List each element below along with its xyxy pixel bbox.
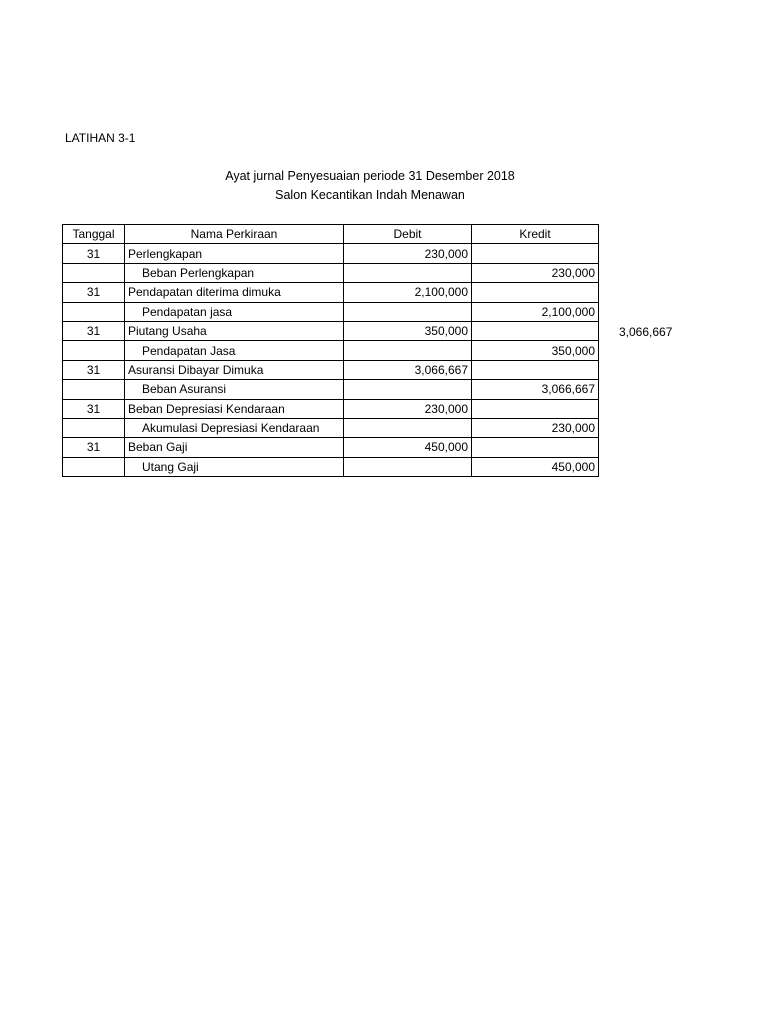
cell-credit: 350,000 — [472, 341, 599, 360]
cell-credit — [472, 283, 599, 302]
cell-credit — [472, 244, 599, 263]
cell-credit: 450,000 — [472, 457, 599, 476]
cell-date: 31 — [63, 360, 125, 379]
table-row — [63, 380, 599, 399]
cell-date: 31 — [63, 399, 125, 418]
cell-date: 31 — [63, 283, 125, 302]
cell-debit: 2,100,000 — [344, 283, 472, 302]
table-row — [63, 244, 599, 263]
table-row — [63, 360, 599, 379]
cell-account: Beban Perlengkapan — [125, 263, 344, 282]
cell-date — [63, 418, 125, 437]
table-row — [63, 321, 599, 340]
cell-account: Perlengkapan — [125, 244, 344, 263]
cell-credit: 2,100,000 — [472, 302, 599, 321]
table-row — [63, 399, 599, 418]
header-credit: Kredit — [472, 225, 599, 244]
sheet-label: LATIHAN 3-1 — [65, 131, 136, 145]
cell-debit — [344, 457, 472, 476]
cell-account: Utang Gaji — [125, 457, 344, 476]
table-row — [63, 341, 599, 360]
header-date: Tanggal — [63, 225, 125, 244]
cell-account: Beban Depresiasi Kendaraan — [125, 399, 344, 418]
header-debit: Debit — [344, 225, 472, 244]
cell-date — [63, 341, 125, 360]
cell-account: Beban Gaji — [125, 438, 344, 457]
adjusting-journal-table — [62, 224, 599, 477]
side-note-value: 3,066,667 — [619, 325, 673, 339]
cell-date: 31 — [63, 321, 125, 340]
cell-credit — [472, 321, 599, 340]
cell-credit — [472, 360, 599, 379]
header-account: Nama Perkiraan — [125, 225, 344, 244]
table-row — [63, 302, 599, 321]
cell-date — [63, 380, 125, 399]
cell-debit: 3,066,667 — [344, 360, 472, 379]
table-row — [63, 438, 599, 457]
cell-debit: 230,000 — [344, 399, 472, 418]
cell-debit — [344, 380, 472, 399]
table-row — [63, 457, 599, 476]
cell-credit: 230,000 — [472, 263, 599, 282]
cell-credit — [472, 399, 599, 418]
cell-debit: 350,000 — [344, 321, 472, 340]
cell-debit — [344, 302, 472, 321]
cell-date — [63, 263, 125, 282]
cell-account: Asuransi Dibayar Dimuka — [125, 360, 344, 379]
journal-body — [63, 244, 599, 477]
cell-debit — [344, 341, 472, 360]
cell-date — [63, 457, 125, 476]
cell-account: Piutang Usaha — [125, 321, 344, 340]
cell-debit: 450,000 — [344, 438, 472, 457]
cell-debit: 230,000 — [344, 244, 472, 263]
table-row — [63, 283, 599, 302]
cell-credit — [472, 438, 599, 457]
cell-credit: 3,066,667 — [472, 380, 599, 399]
table-header-row — [63, 225, 599, 244]
cell-debit — [344, 418, 472, 437]
cell-date — [63, 302, 125, 321]
cell-debit — [344, 263, 472, 282]
cell-account: Beban Asuransi — [125, 380, 344, 399]
table-row — [63, 418, 599, 437]
cell-date: 31 — [63, 438, 125, 457]
journal-title: Ayat jurnal Penyesuaian periode 31 Desember 2018 — [225, 169, 515, 183]
company-name: Salon Kecantikan Indah Menawan — [275, 188, 465, 202]
cell-account: Pendapatan jasa — [125, 302, 344, 321]
cell-credit: 230,000 — [472, 418, 599, 437]
cell-date: 31 — [63, 244, 125, 263]
cell-account: Pendapatan Jasa — [125, 341, 344, 360]
cell-account: Akumulasi Depresiasi Kendaraan — [125, 418, 344, 437]
cell-account: Pendapatan diterima dimuka — [125, 283, 344, 302]
table-row — [63, 263, 599, 282]
